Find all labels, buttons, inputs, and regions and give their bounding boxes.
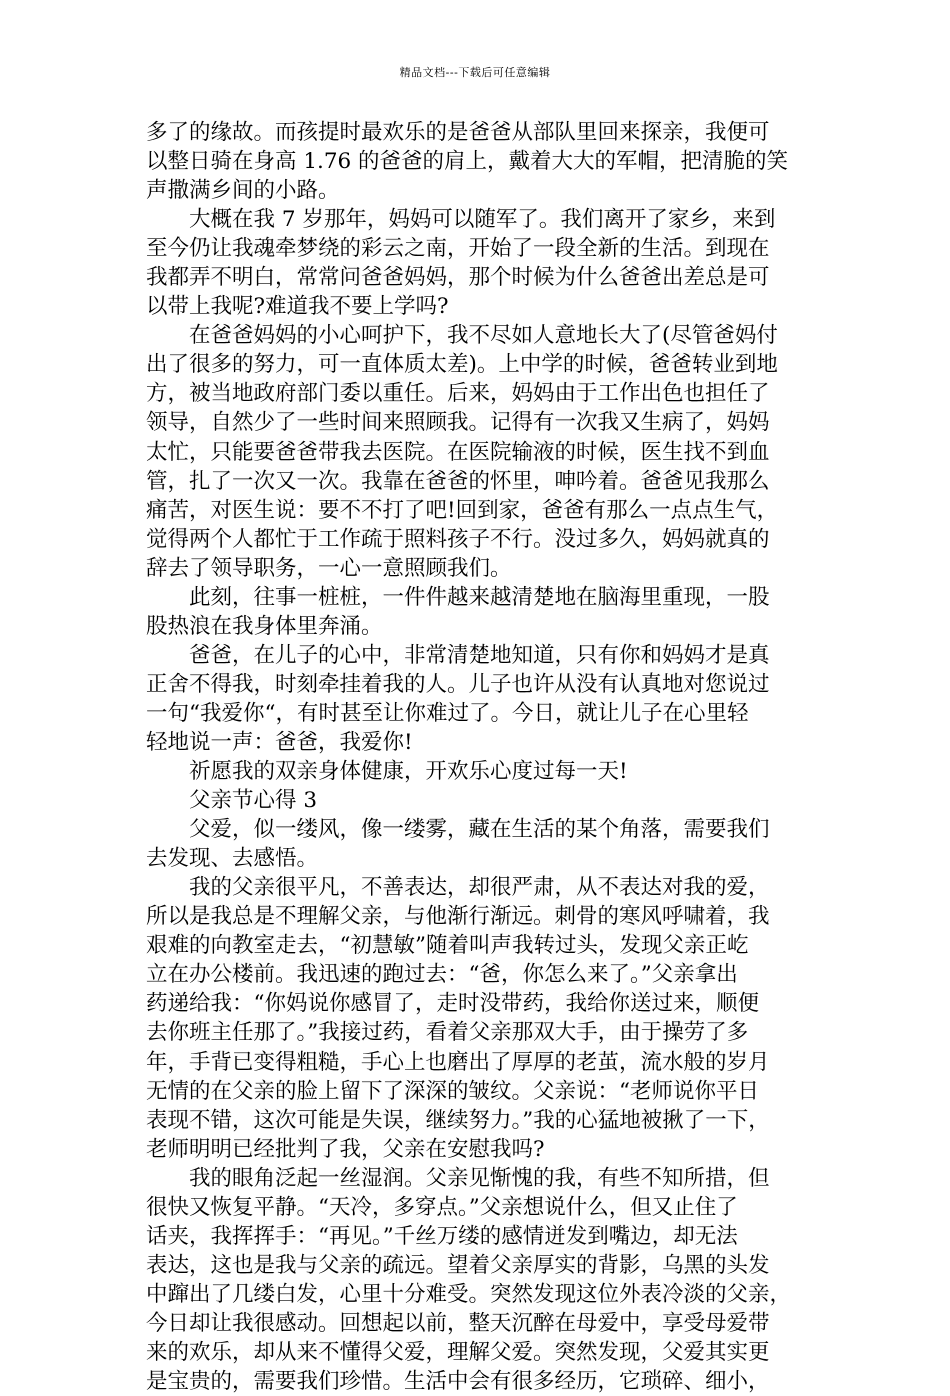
text-line: 表现不错，这次可能是失误，继续努力。”我的心猛地被揪了一下，: [146, 1107, 770, 1133]
text-line: 中蹿出了几缕白发，心里十分难受。突然发现这位外表冷淡的父亲，: [146, 1281, 792, 1307]
text-line: 领导，自然少了一些时间来照顾我。记得有一次我又生病了，妈妈: [146, 410, 770, 436]
page-header: 精品文档---下载后可任意编辑: [399, 66, 551, 79]
text-line: 是宝贵的，需要我们珍惜。生活中会有很多经历，它琐碎、细小，: [146, 1369, 770, 1395]
text-line: 我都弄不明白，常常问爸爸妈妈，那个时候为什么爸爸出差总是可: [146, 265, 770, 291]
text-line: 立在办公楼前。我迅速的跑过去：“爸，你怎么来了。”父亲拿出: [146, 962, 738, 988]
text-line: 表达，这也是我与父亲的疏远。望着父亲厚实的背影，乌黑的头发: [146, 1252, 770, 1278]
text-line: 很快又恢复平静。“天冷，多穿点。”父亲想说什么，但又止住了: [146, 1194, 738, 1220]
text-line: 辞去了领导职务，一心一意照顾我们。: [146, 555, 512, 581]
text-line: 去发现、去感悟。: [146, 846, 319, 872]
text-line: 以整日骑在身高 1.76 的爸爸的肩上，戴着大大的军帽，把清脆的笑: [146, 149, 789, 175]
text-line: 无情的在父亲的脸上留下了深深的皱纹。父亲说：“老师说你平日: [146, 1078, 759, 1104]
text-line: 爸爸，在儿子的心中，非常清楚地知道，只有你和妈妈才是真: [189, 642, 770, 668]
text-line: 多了的缘故。而孩提时最欢乐的是爸爸从部队里回来探亲，我便可: [146, 120, 770, 145]
text-line: 年，手背已变得粗糙，手心上也磨出了厚厚的老茧，流水般的岁月: [146, 1049, 770, 1075]
text-line: 声撒满乡间的小路。: [146, 178, 340, 204]
text-line: 太忙，只能要爸爸带我去医院。在医院输液的时候，医生找不到血: [146, 439, 770, 465]
text-line: 大概在我 7 岁那年，妈妈可以随军了。我们离开了家乡，来到: [189, 207, 776, 233]
text-line: 正舍不得我，时刻牵挂着我的人。儿子也许从没有认真地对您说过: [146, 671, 770, 697]
text-line: 以带上我呢?难道我不要上学吗?: [146, 294, 449, 320]
text-line: 在爸爸妈妈的小心呵护下，我不尽如人意地长大了(尽管爸妈付: [189, 323, 778, 349]
text-line: 方，被当地政府部门委以重任。后来，妈妈由于工作出色也担任了: [146, 381, 770, 407]
text-line: 父爱，似一缕风，像一缕雾，藏在生活的某个角落，需要我们: [189, 817, 770, 843]
text-line: 管，扎了一次又一次。我靠在爸爸的怀里，呻吟着。爸爸见我那么: [146, 468, 770, 494]
text-line: 痛苦，对医生说：要不不打了吧!回到家，爸爸有那么一点点生气，: [146, 497, 779, 523]
text-line: 今日却让我很感动。回想起以前，整天沉醉在母爱中，享受母爱带: [146, 1310, 770, 1336]
text-line: 出了很多的努力，可一直体质太差)。上中学的时候，爸爸转业到地: [146, 352, 778, 378]
text-line: 我的眼角泛起一丝湿润。父亲见惭愧的我，有些不知所措，但: [189, 1165, 770, 1191]
text-line: 祈愿我的双亲身体健康，开欢乐心度过每一天!: [189, 759, 628, 785]
text-line: 老师明明已经批判了我，父亲在安慰我吗?: [146, 1136, 545, 1162]
document-body: [146, 118, 806, 1396]
text-line: 药递给我：“你妈说你感冒了，走时没带药，我给你送过来，顺便: [146, 991, 759, 1017]
text-line: 我的父亲很平凡，不善表达，却很严肃，从不表达对我的爱，: [189, 875, 770, 901]
text-line: 觉得两个人都忙于工作疏于照料孩子不行。没过多久，妈妈就真的: [146, 526, 770, 552]
text-line: 轻地说一声：爸爸，我爱你!: [146, 729, 413, 755]
text-line: 来的欢乐，却从来不懂得父爱，理解父爱。突然发现，父爱其实更: [146, 1339, 770, 1365]
text-line: 去你班主任那了。”我接过药，看着父亲那双大手，由于操劳了多: [146, 1020, 749, 1046]
text-line: 所以是我总是不理解父亲，与他渐行渐远。刺骨的寒风呼啸着，我: [146, 904, 770, 930]
text-line: 艰难的向教室走去，“初慧敏”随着叫声我转过头，发现父亲正屹: [146, 933, 749, 959]
text-line: 话夹，我挥挥手：“再见。”千丝万缕的感情迸发到嘴边，却无法: [146, 1223, 738, 1249]
text-line: 此刻，往事一桩桩，一件件越来越清楚地在脑海里重现，一股: [189, 584, 770, 610]
text-line: 股热浪在我身体里奔涌。: [146, 613, 383, 639]
text-line: 父亲节心得 3: [189, 788, 318, 814]
text-line: 一句“我爱你“，有时甚至让你难过了。今日，就让儿子在心里轻: [146, 700, 749, 726]
text-line: 至今仍让我魂牵梦绕的彩云之南，开始了一段全新的生活。到现在: [146, 236, 770, 262]
